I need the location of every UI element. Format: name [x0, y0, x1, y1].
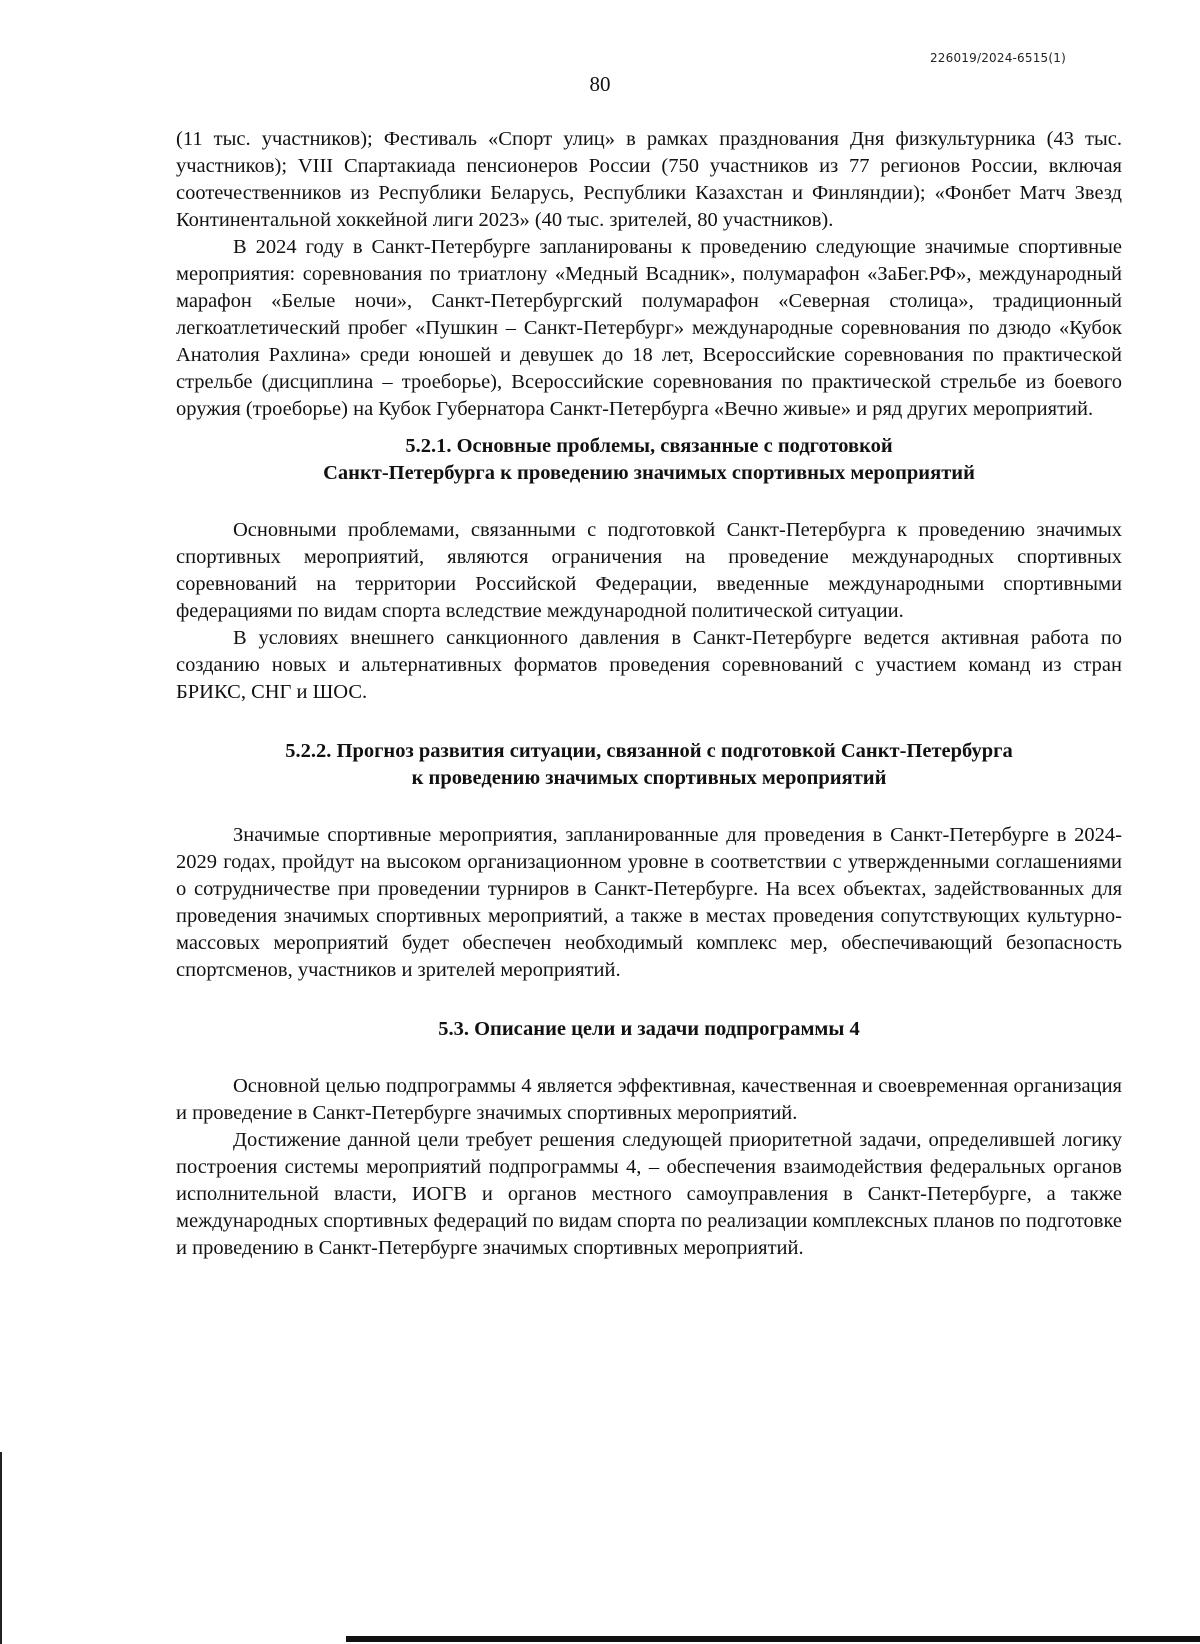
paragraph-continuation: (11 тыс. участников); Фестиваль «Спорт улиц» в рамках празднования Дня физкультурника (43 тыс. участников); VIII Спартакиада пенсионеров России (750 участников из 77 регионов России, включая соотечественников из Республики Беларусь, Республики Казахстан и Финляндии); «Фонбет Матч Звезд Континентальной хоккейной лиги 2023» (40 тыс. зрителей, 80 участников). [176, 128, 1122, 231]
section-heading-5-2-1-line1: 5.2.1. Основные проблемы, связанные с подготовкой [405, 435, 893, 457]
scan-left-edge-mark [0, 1452, 2, 1644]
paragraph-task: Достижение данной цели требует решения следующей приоритетной задачи, определившей логику построения системы мероприятий подпрограммы 4, – обеспечения взаимодействия федеральных органов исполнительной власти, ИОГВ и органов местного самоуправления в Санкт-Петербурге, а также международных спортивных федераций по видам спорта по реализации комплексных планов по подготовке и проведению в Санкт-Петербурге значимых спортивных мероприятий. [176, 1129, 1123, 1259]
paragraph-problems: Основными проблемами, связанными с подготовкой Санкт-Петербурга к проведению значимых спортивных мероприятий, являются ограничения на проведение международных спортивных соревнований на территории Российской Федерации, введенные международными спортивными федерациями по видам спорта вследствие международной политической ситуации. [176, 519, 1122, 622]
scan-bottom-line [346, 1636, 1200, 1642]
section-heading-5-2-1 [176, 433, 1122, 487]
section-heading-5-2-2-line2: к проведению значимых спортивных мероприятий [411, 767, 887, 789]
section-heading-5-2-2-line1: 5.2.2. Прогноз развития ситуации, связанной с подготовкой Санкт-Петербурга [285, 740, 1013, 762]
paragraph-sanctions: В условиях внешнего санкционного давления в Санкт-Петербурге ведется активная работа по созданию новых и альтернативных форматов проведения соревнований с участием команд из стран БРИКС, СНГ и ШОС. [176, 627, 1122, 703]
section-heading-5-2-2 [176, 738, 1122, 792]
document-body [176, 126, 1122, 1262]
paragraph-goal: Основной целью подпрограммы 4 является эффективная, качественная и своевременная организация и проведение в Санкт-Петербурге значимых спортивных мероприятий. [176, 1075, 1122, 1124]
paragraph-forecast: Значимые спортивные мероприятия, запланированные для проведения в Санкт-Петербурге в 2024-2029 годах, пройдут на высоком организационном уровне в соответствии с утвержденными соглашениями о сотрудничестве при проведении турниров в Санкт-Петербурге. На всех объектах, задействованных для проведения значимых спортивных мероприятий, а также в местах проведения сопутствующих культурно-массовых мероприятий будет обеспечен необходимый комплекс мер, обеспечивающий безопасность спортсменов, участников и зрителей мероприятий. [176, 824, 1122, 981]
section-heading-5-2-1-line2: Санкт-Петербурга к проведению значимых спортивных мероприятий [323, 462, 975, 484]
paragraph-events-2024: В 2024 году в Санкт-Петербурге запланированы к проведению следующие значимые спортивные мероприятия: соревнования по триатлону «Медный Всадник», полумарафон «ЗаБег.РФ», международный марафон «Белые ночи», Санкт-Петербургский полумарафон «Северная столица», традиционный легкоатлетический пробег «Пушкин – Санкт-Петербург» международные соревнования по дзюдо «Кубок Анатолия Рахлина» среди юношей и девушек до 18 лет, Всероссийские соревнования по практической стрельбе (дисциплина – троеборье), Всероссийские соревнования по практической стрельбе из боевого оружия (троеборье) на Кубок Губернатора Санкт-Петербурга «Вечно живые» и ряд других мероприятий. [176, 236, 1122, 420]
page-number: 80 [589, 72, 611, 96]
section-heading-5-3-line1: 5.3. Описание цели и задачи подпрограммы 4 [438, 1018, 860, 1040]
document-id: 226019/2024-6515(1) [929, 51, 1066, 65]
section-heading-5-3 [176, 1016, 1122, 1043]
